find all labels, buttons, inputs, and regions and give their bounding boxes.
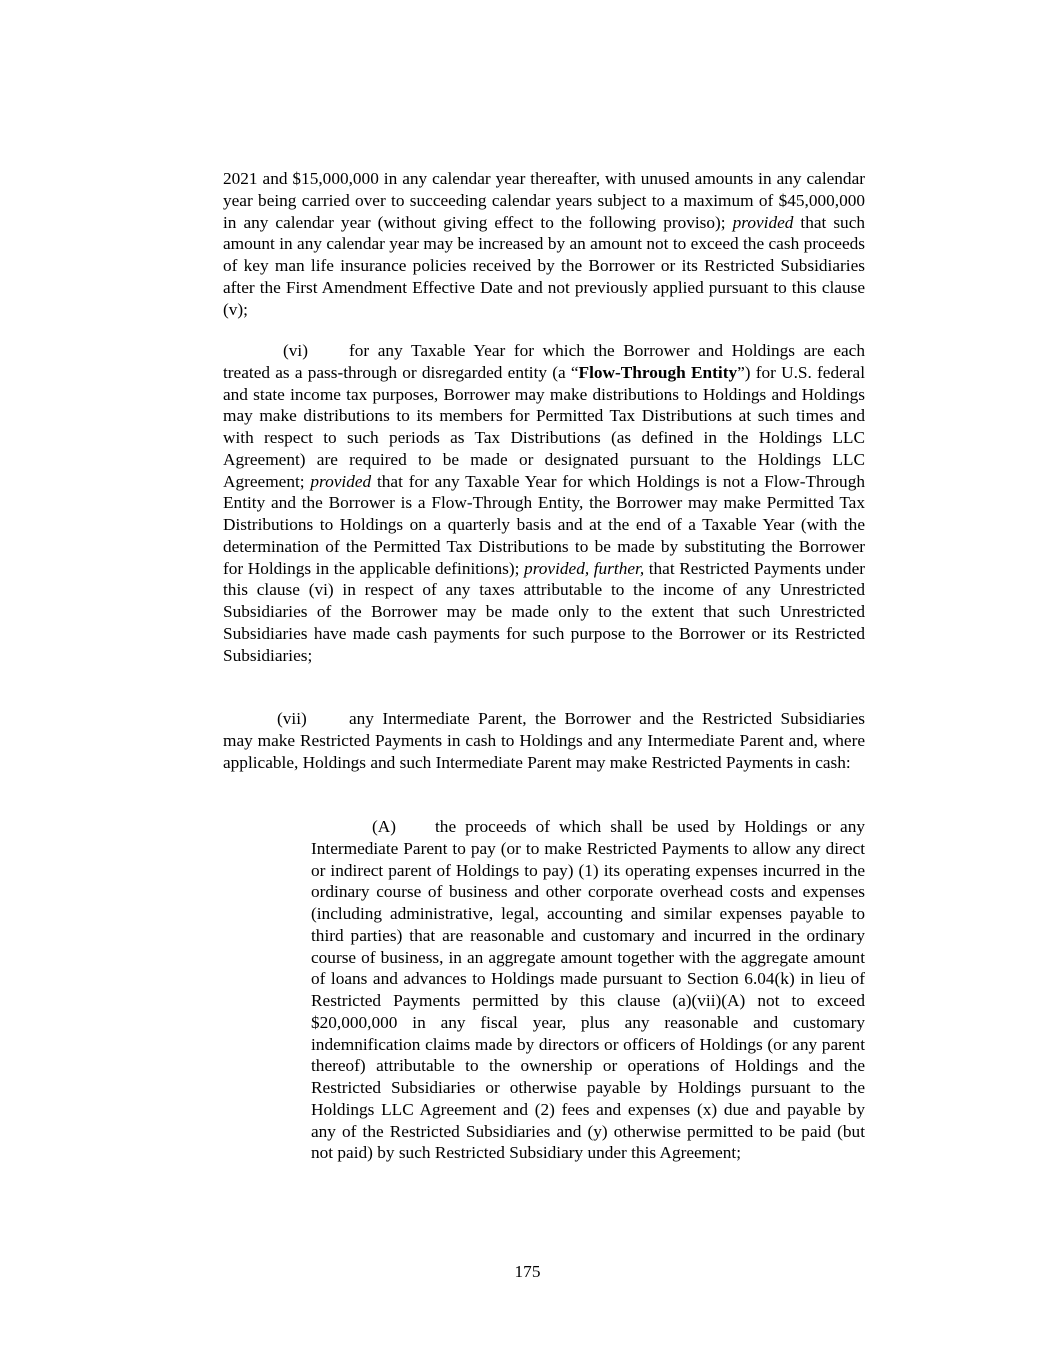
paragraph-text: that Restricted Payments under this clause (vi) in respect of any taxes attributable to the income of any Unrestricted Subsidiaries of the Borrower may be made only to the extent that such Unrestricted Subsidiaries have made cash payments for such purpose to the Borrower or its Restricted Subsidiaries; — [223, 558, 866, 665]
clause-label: (A) — [372, 817, 396, 836]
italic-provided: provided — [732, 212, 794, 232]
paragraph-text: ”) for U.S. federal and state income tax purposes, Borrower may make distributions to Holdings and Holdings may make distributions to its members for Permitted Tax Distributions at such times and with respect to such periods as Tax Distributions (as defined in the Holdings LLC Agreement) are required to be made or designated pursuant to the Holdings LLC Agreement; — [223, 362, 866, 491]
page-number: 175 — [514, 1262, 541, 1281]
italic-provided-further: provided, further, — [524, 558, 645, 578]
paragraph-text: that for any Taxable Year for which Holdings is not a Flow-Through Entity and the Borrower is a Flow-Through Entity, the Borrower may make Permitted Tax Distributions to Holdings on a quarterly basis and at the end of a Taxable Year (with the determination of the Permitted Tax Distributions to be made by substituting the Borrower for Holdings in the applicable definitions); — [223, 471, 865, 578]
clause-label: (vi) — [283, 341, 308, 360]
paragraph-text: that such amount in any calendar year may be increased by an amount not to exceed the cash proceeds of key man life insurance policies received by the Borrower or its Restricted Subsidiaries after the First Amendment Effective Date and not previously applied pursuant to this clause (v); — [223, 212, 866, 319]
clause-label: (vii) — [277, 709, 307, 728]
paragraph-text: 2021 and $15,000,000 in any calendar year thereafter, with unused amounts in any calendar year being carried over to succeeding calendar years subject to a maximum of $45,000,000 in any calendar year (without giving effect to the following proviso); — [223, 169, 865, 232]
paragraph-text: for any Taxable Year for which the Borrower and Holdings are each treated as a pass-through or disregarded entity (a “ — [223, 341, 865, 382]
paragraph-clause-vii — [223, 708, 865, 773]
italic-provided: provided — [310, 471, 372, 491]
paragraph-text: any Intermediate Parent, the Borrower and the Restricted Subsidiaries may make Restricted Payments in cash to Holdings and any Intermediate Parent and, where applicable, Holdings and such Intermediate Parent may make Restricted Payments in cash: — [223, 709, 865, 772]
paragraph-subclause-a — [311, 816, 865, 1164]
paragraph-text: the proceeds of which shall be used by Holdings or any Intermediate Parent to pay (or to make Restricted Payments to allow any direct or indirect parent of Holdings to pay) (1) its operating expenses incurred in the ordinary course of business and other corporate overhead costs and expenses (including administrative, legal, accounting and similar expenses payable to third parties) that are reasonable and customary and incurred in the ordinary course of business, in an aggregate amount together with the aggregate amount of loans and advances to Holdings made pursuant to Section 6.04(k) in lieu of Restricted Payments permitted by this clause (a)(vii)(A) not to exceed $20,000,000 in any fiscal year, plus any reasonable and customary indemnification claims made by directors or officers of Holdings (or any parent thereof) attributable to the ownership or operations of Holdings and the Restricted Subsidiaries or otherwise payable by Holdings pursuant to the Holdings LLC Agreement and (2) fees and expenses (x) due and payable by any of the Restricted Subsidiaries and (y) otherwise permitted to be paid (but not paid) by such Restricted Subsidiary under this Agreement; — [311, 817, 865, 1163]
defined-term: Flow-Through Entity — [578, 362, 738, 382]
paragraph-clause-vi — [223, 340, 865, 666]
paragraph-clause-v-continuation — [223, 168, 865, 320]
